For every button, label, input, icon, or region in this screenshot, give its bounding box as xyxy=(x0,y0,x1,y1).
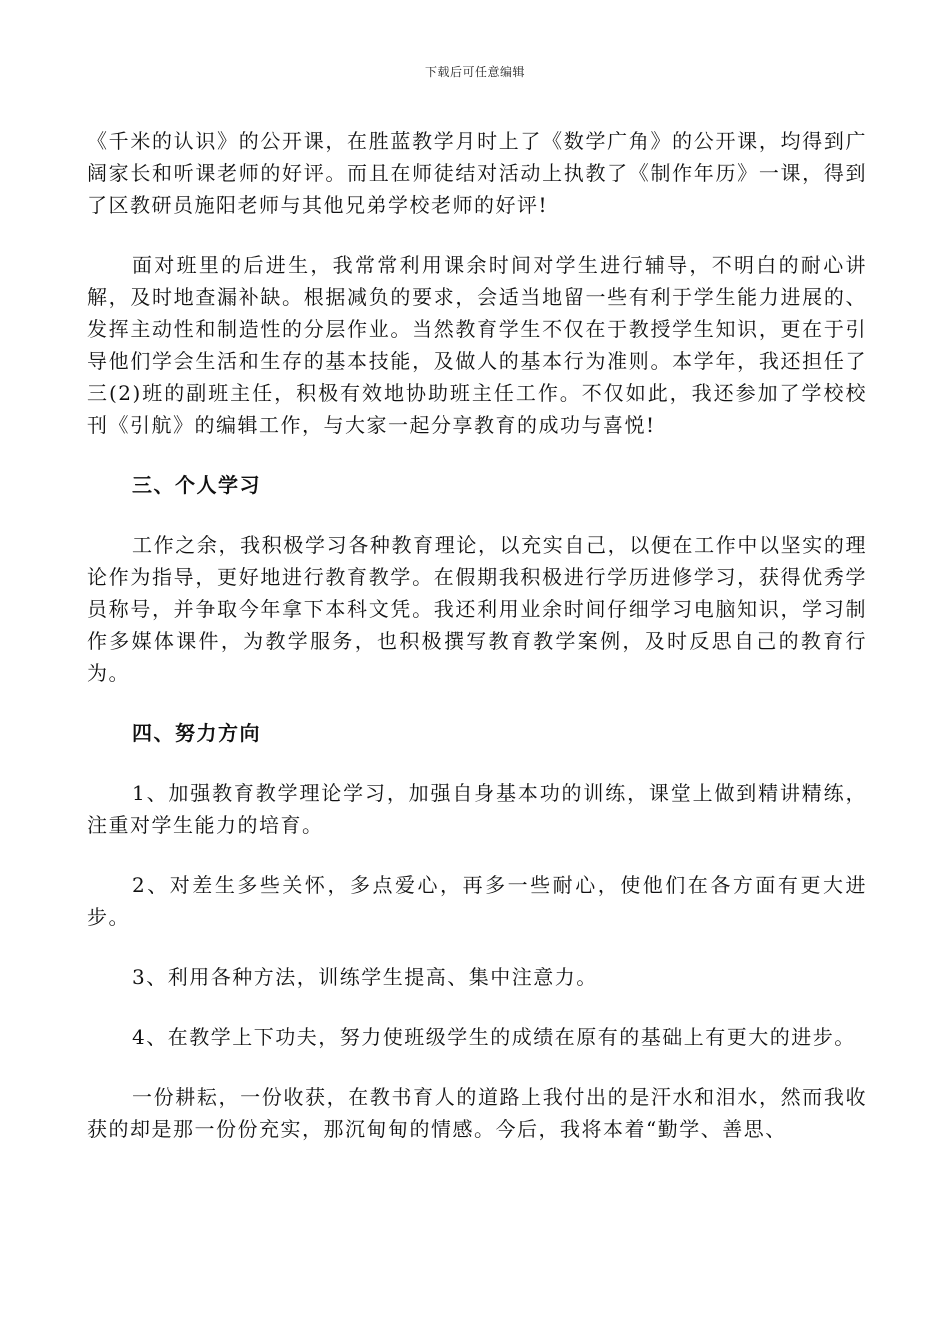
paragraph-open-classes: 《千米的认识》的公开课，在胜蓝教学月时上了《数学广角》的公开课，均得到广阔家长和听课老师的好评。而且在师徒结对活动上执教了《制作年历》一课，得到了区教研员施阳老师与其他兄弟学校老师的好评! xyxy=(87,129,867,217)
paragraph-goal-4: 4、在教学上下功夫，努力使班级学生的成绩在原有的基础上有更大的进步。 xyxy=(132,1025,856,1049)
paragraph-personal-study: 工作之余，我积极学习各种教育理论，以充实自己，以便在工作中以坚实的理论作为指导，更好地进行教育教学。在假期我积极进行学历进修学习，获得优秀学员称号，并争取今年拿下本科文凭。我还利用业余时间仔细学习电脑知识，学习制作多媒体课件，为教学服务，也积极撰写教育教学案例，及时反思自己的教育行为。 xyxy=(87,533,867,685)
paragraph-goal-1: 1、加强教育教学理论学习，加强自身基本功的训练，课堂上做到精讲精练，注重对学生能力的培育。 xyxy=(87,781,867,837)
document-body xyxy=(87,125,867,1173)
paragraph-tutoring: 面对班里的后进生，我常常利用课余时间对学生进行辅导，不明白的耐心讲解，及时地查漏补缺。根据减负的要求，会适当地留一些有利于学生能力进展的、发挥主动性和制造性的分层作业。当然教育学生不仅在于教授学生知识，更在于引导他们学会生活和生存的基本技能，及做人的基本行为准则。本学年，我还担任了三(2)班的副班主任，积极有效地协助班主任工作。不仅如此，我还参加了学校校刊《引航》的编辑工作，与大家一起分享教育的成功与喜悦! xyxy=(87,253,867,437)
paragraph-conclusion: 一份耕耘，一份收获，在教书育人的道路上我付出的是汗水和泪水，然而我收获的却是那一份份充实，那沉甸甸的情感。今后，我将本着“勤学、善思、 xyxy=(87,1085,867,1141)
paragraph-goal-2: 2、对差生多些关怀，多点爱心，再多一些耐心，使他们在各方面有更大进步。 xyxy=(87,873,867,929)
page-header: 下载后可任意编辑 xyxy=(424,65,525,79)
paragraph-goal-3: 3、利用各种方法，训练学生提高、集中注意力。 xyxy=(132,965,598,989)
section-heading-personal-study: 三、个人学习 xyxy=(132,473,261,497)
section-heading-direction: 四、努力方向 xyxy=(132,721,261,745)
